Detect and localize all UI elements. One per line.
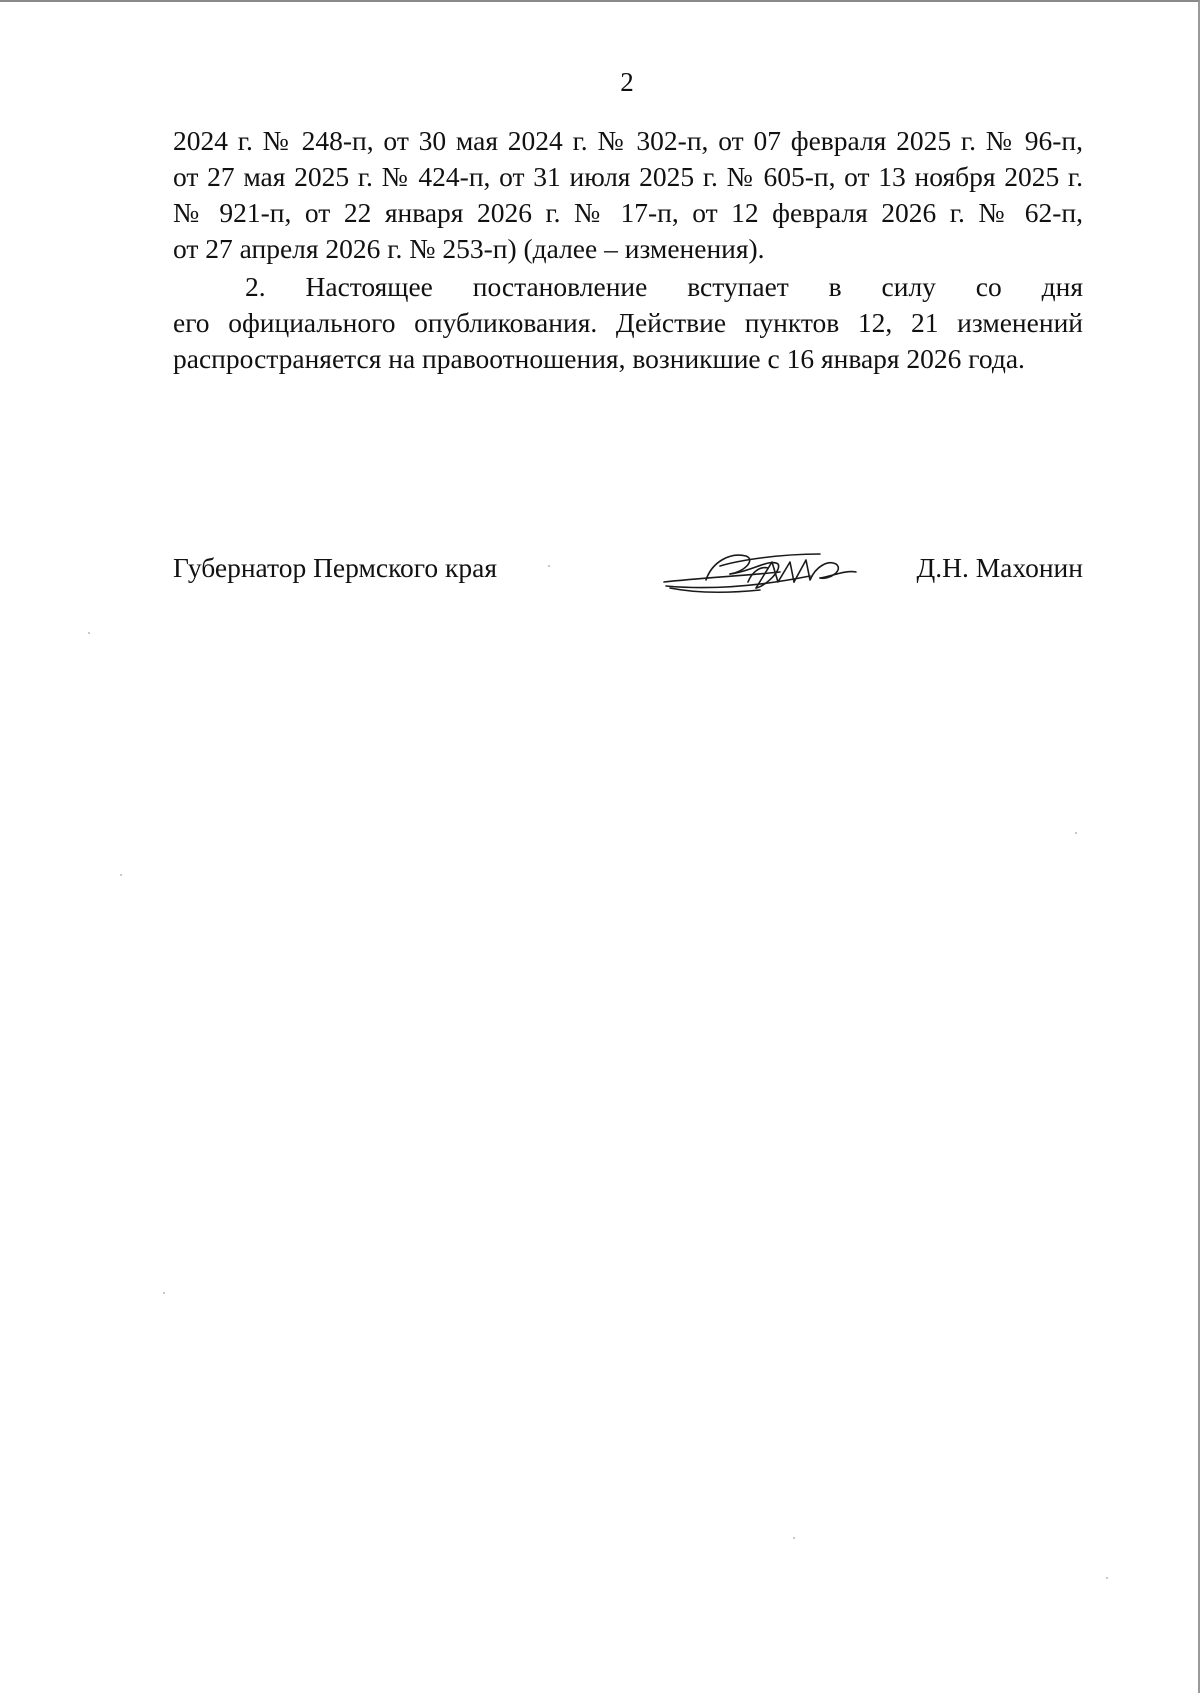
text-line: № 921-п, от 22 января 2026 г. № 17-п, от 12 февраля 2026 г. № 62-п, xyxy=(173,197,1083,228)
scan-artifact xyxy=(88,632,90,634)
text-line: от 27 апреля 2026 г. № 253-п) (далее – изменения). xyxy=(173,233,765,264)
text-line: его официального опубликования. Действие пунктов 12, 21 изменений xyxy=(173,307,1083,338)
handwritten-signature xyxy=(660,542,860,604)
text-line: распространяется на правоотношения, возникшие с 16 января 2026 года. xyxy=(173,343,1025,374)
signature-block xyxy=(173,550,1083,610)
scan-artifact xyxy=(1075,832,1077,834)
document-body xyxy=(173,123,1083,377)
paragraph-2 xyxy=(173,269,1083,377)
scan-artifact xyxy=(1106,1577,1108,1579)
page-number: 2 xyxy=(620,67,634,97)
text-line: 2. Настоящее постановление вступает в силу со дня xyxy=(245,271,1083,302)
scan-artifact xyxy=(548,565,550,567)
scan-artifact xyxy=(163,1292,165,1294)
text-line: 2024 г. № 248-п, от 30 мая 2024 г. № 302-п, от 07 февраля 2025 г. № 96-п, xyxy=(173,125,1083,156)
scan-artifact xyxy=(793,1537,795,1539)
signatory-name: Д.Н. Махонин xyxy=(916,552,1083,583)
text-line: от 27 мая 2025 г. № 424-п, от 31 июля 2025 г. № 605-п, от 13 ноября 2025 г. xyxy=(173,161,1083,192)
scan-artifact xyxy=(120,874,122,876)
paragraph-continuation xyxy=(173,123,1083,267)
signatory-title: Губернатор Пермского края xyxy=(173,552,497,583)
